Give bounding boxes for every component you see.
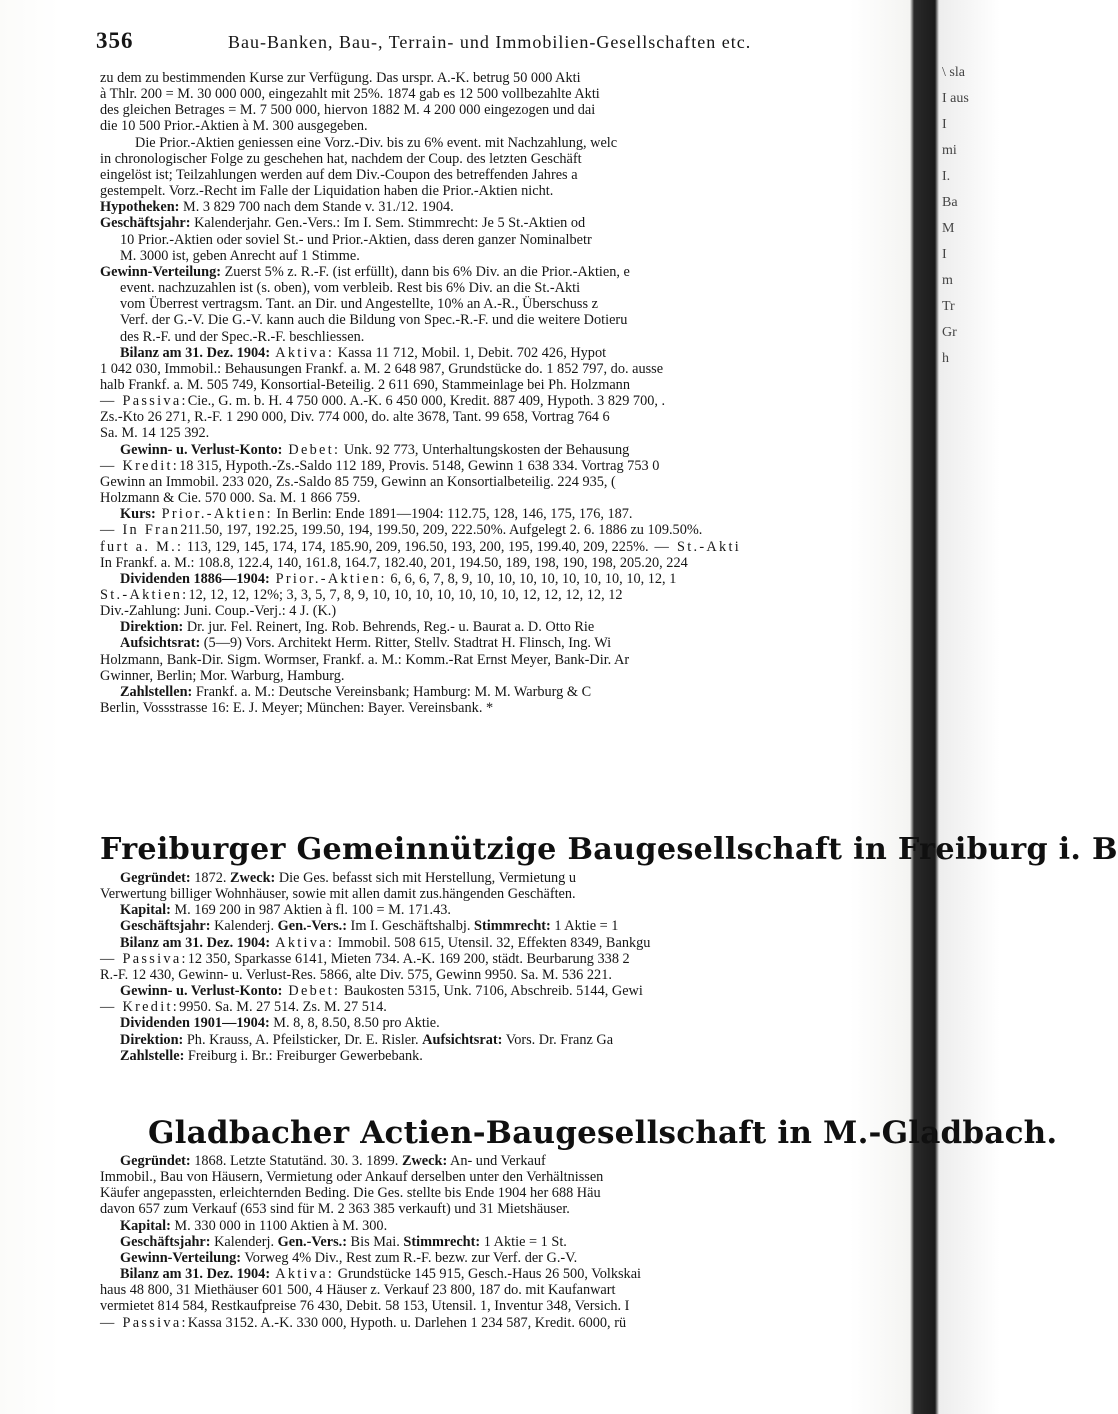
spaced-label: Prior.-Aktien:	[269, 570, 387, 587]
text-run: in chronologischer Folge zu geschehen hat, nachdem der Coup. des letzten Geschäft	[100, 150, 582, 167]
text-line	[100, 280, 905, 296]
text-run: Vortrag 753 0	[577, 457, 660, 474]
field-label: Geschäftsjahr:	[120, 918, 211, 935]
text-line	[100, 118, 905, 134]
text-run: M. 169 200 in 987 Aktien à fl. 100 = M. 171.43.	[170, 902, 451, 919]
spaced-label: — Passiva:	[100, 393, 188, 410]
text-run: Gwinner, Berlin; Mor. Warburg, Hamburg.	[100, 667, 345, 684]
text-run: 10 Prior.-Aktien oder soviel St.- und Prior.-Aktien, dass deren ganzer Nominalbetr	[120, 231, 592, 248]
text-run: event. nachzuzahlen ist (s. oben), vom verbleib. Rest bis 6% Div. an die St.-Akti	[120, 280, 581, 297]
text-run: haus 48 800, 31 Miethäuser 601 500, 4 Häuser z. Verkauf 23 800, 187 do. mit Kaufanwart	[100, 1282, 616, 1299]
text-line	[100, 1201, 905, 1217]
text-run: 1868. Letzte Statutänd. 30. 3. 1899.	[190, 1153, 402, 1169]
page-number: 356	[96, 28, 134, 53]
field-label: Gen.-Vers.:	[277, 1233, 347, 1250]
text-line	[100, 1169, 905, 1185]
text-line	[100, 199, 905, 215]
text-run: Freiburg i. Br.: Freiburger Gewerbebank.	[184, 1047, 423, 1064]
page-header	[96, 28, 896, 58]
text-run: M. 330 000 in 1100 Aktien à M. 300.	[170, 1217, 388, 1234]
text-line	[100, 1266, 905, 1282]
field-label: Gegründet:	[120, 1153, 191, 1169]
spaced-label: Aktiva:	[270, 934, 335, 951]
field-label: Zahlstelle:	[120, 1047, 185, 1064]
text-line	[100, 474, 905, 490]
text-run: Im I. Geschäftshalbj.	[346, 918, 475, 935]
text-run: Kassa 11 712, Mobil. 1, Debit. 702 426, Hypot	[334, 344, 607, 361]
text-line	[100, 1282, 905, 1298]
margin-fragment: I aus	[942, 91, 969, 106]
spaced-label: St.-Aktien:	[100, 587, 189, 603]
field-label: Dividenden 1901—1904:	[120, 1015, 270, 1032]
text-run: Kalenderj.	[210, 1233, 278, 1250]
text-run: Die Ges. befasst sich mit Herstellung, Vermietung u	[275, 870, 576, 886]
text-run: Holzmann & Cie. 570 000. Sa. M. 1 866 759.	[100, 490, 361, 507]
text-run: 9950. Sa. M. 27 514.	[179, 999, 300, 1016]
text-run: gestempelt. Vorz.-Recht im Falle der Liquidation haben die Prior.-Aktien nicht.	[100, 183, 554, 200]
text-line	[100, 1015, 905, 1031]
text-line	[100, 652, 905, 668]
spaced-label: — Passiva:	[100, 950, 188, 967]
text-line	[100, 1298, 905, 1314]
field-label: Geschäftsjahr:	[120, 1233, 211, 1250]
margin-fragment: I	[942, 117, 947, 132]
spaced-label: Aktiva:	[270, 344, 335, 361]
text-line	[100, 425, 905, 441]
text-line	[100, 1250, 905, 1266]
spaced-label: — Kredit:	[100, 457, 180, 474]
field-label: Aufsichtsrat:	[120, 635, 201, 652]
text-run: die 10 500 Prior.-Aktien à M. 300 ausgegeben.	[100, 118, 368, 135]
spaced-label: Prior.-Aktien:	[155, 506, 273, 523]
text-line	[100, 1234, 905, 1250]
text-line	[100, 183, 905, 199]
text-run: 12, 12, 12, 12%;	[188, 587, 283, 603]
margin-fragment: \ sla	[942, 65, 965, 80]
margin-fragment: I	[942, 247, 947, 262]
field-label: Zweck:	[230, 870, 276, 886]
spaced-label: — St.-Akti	[648, 538, 742, 555]
text-line	[100, 539, 905, 555]
text-run: Kassa 3152.	[187, 1314, 258, 1331]
text-run: Sa. M. 14 125 392.	[100, 425, 210, 442]
spaced-label: Debet:	[282, 983, 341, 1000]
text-run: In Frankf. a. M.: 108.8, 122.4, 140, 161.8, 164.7, 182.40, 201, 194.50, 189, 198, 190, 198, 205.20, 224	[100, 554, 688, 571]
text-run: Unk. 92 773, Unterhaltungskosten der Behausung	[340, 441, 630, 458]
margin-fragment: I.	[942, 169, 951, 184]
text-run: Kalenderj.	[210, 918, 278, 935]
margin-fragment: Ba	[942, 195, 958, 210]
text-run: Grundstücke 145 915, Gesch.-Haus 26 500, Volkskai	[334, 1266, 642, 1283]
text-line	[100, 167, 905, 183]
text-run: Vorweg 4% Div., Rest zum R.-F. bezw. zur Verf. der G.-V.	[241, 1249, 578, 1266]
text-run: 113, 129, 145, 174, 174, 185.90, 209, 196.50, 193, 200, 195, 199.40, 209, 225%.	[183, 538, 649, 555]
field-label: Bilanz am 31. Dez. 1904:	[120, 1266, 271, 1283]
text-run: 1872.	[190, 870, 231, 886]
text-line	[100, 668, 905, 684]
field-label: Gewinn-Verteilung:	[100, 263, 221, 280]
text-line	[100, 506, 905, 522]
field-label: Zahlstellen:	[120, 683, 193, 700]
margin-fragment: mi	[942, 143, 957, 158]
text-run: à Thlr. 200 = M. 30 000 000, eingezahlt mit 25%. 1874 gab es 12 500 vollbezahlte Akti	[100, 86, 600, 103]
spaced-label: Debet:	[282, 441, 341, 458]
text-line	[100, 264, 905, 280]
text-line	[100, 361, 905, 377]
text-run: halb Frankf. a. M. 505 749, Konsortial-Beteilig. 2 611 690, Stammeinlage bei Ph. Holzmann	[100, 376, 630, 393]
text-run: M. 3000 ist, geben Anrecht auf 1 Stimme.	[120, 247, 360, 264]
text-line	[100, 870, 905, 886]
field-label: Direktion:	[120, 619, 184, 636]
text-run: davon 657 zum Verkauf (653 sind für M. 2 363 385 verkauft) und 31 Mietshäuser.	[100, 1201, 570, 1218]
text-line	[100, 635, 905, 651]
spaced-label: — In Fran	[100, 522, 181, 539]
text-line	[100, 1032, 905, 1048]
company-heading-freiburger: Freiburger Gemeinnützige Baugesellschaft in Freiburg i. B	[100, 832, 1118, 867]
text-line	[100, 377, 905, 393]
text-run: Baukosten 5315, Unk. 7106, Abschreib. 5144, Gewi	[340, 983, 643, 1000]
text-line	[100, 296, 905, 312]
field-label: Gewinn- u. Verlust-Konto:	[120, 983, 283, 1000]
text-line	[100, 603, 905, 619]
text-run: 1 Aktie = 1 St.	[480, 1233, 567, 1250]
section-frankfurter-continuation	[100, 70, 905, 716]
text-line	[100, 1185, 905, 1201]
section-freiburger-baugesellschaft	[100, 870, 905, 1064]
text-line	[100, 151, 905, 167]
text-line	[100, 587, 905, 603]
field-label: Aufsichtsrat:	[422, 1031, 503, 1048]
margin-fragment: m	[942, 273, 953, 288]
text-line	[100, 619, 905, 635]
text-run: 211.50, 197, 192.25, 199.50, 194, 199.50, 209, 222.50%. Aufgelegt 2. 6. 1886 zu 109.50%.	[180, 522, 703, 539]
text-line	[100, 135, 905, 151]
text-line	[100, 1218, 905, 1234]
text-run: zu dem zu bestimmenden Kurse zur Verfügung. Das urspr. A.-K. betrug 50 000 Akti	[100, 70, 581, 86]
text-run: Zs. M. 27 514.	[299, 999, 387, 1016]
text-line	[100, 951, 905, 967]
text-line	[100, 571, 905, 587]
text-run: 12 350, Sparkasse 6141, Mieten 734.	[187, 950, 400, 967]
field-label: Stimmrecht:	[474, 918, 551, 935]
field-label: Gewinn-Verteilung:	[120, 1249, 241, 1266]
text-run: 3, 3, 5, 7, 8, 9, 10, 10, 10, 10, 10, 10, 10, 12, 12, 12, 12, 12	[282, 587, 623, 603]
margin-fragment: Gr	[942, 325, 957, 340]
text-run: Holzmann, Bank-Dir. Sigm. Wormser, Frankf. a. M.: Komm.-Rat Ernst Meyer, Bank-Dir. Ar	[100, 651, 630, 668]
text-run: M. 3 829 700 nach dem Stande v. 31./12. 1904.	[179, 199, 454, 216]
field-label: Gen.-Vers.:	[277, 918, 347, 935]
text-run: Die Prior.-Aktien geniessen eine Vorz.-Div. bis zu 6% event. mit Nachzahlung, welc	[135, 134, 618, 151]
section-gladbacher-baugesellschaft	[100, 1153, 905, 1331]
text-run: R.-F. 12 430, Gewinn- u. Verlust-Res. 5866, alte Div. 575, Gewinn 9950. Sa. M. 536 221.	[100, 966, 612, 983]
text-run: vermietet 814 584, Restkaufpreise 76 430, Debit. 58 153, Utensil. 1, Inventur 348, Versich. I	[100, 1298, 630, 1315]
spaced-label: — Kredit:	[100, 999, 180, 1016]
field-label: Zweck:	[401, 1153, 448, 1169]
text-run: In Berlin: Ende 1891—1904: 112.75, 128, 146, 175, 176, 187.	[272, 506, 633, 523]
text-line	[100, 999, 905, 1015]
text-line	[100, 345, 905, 361]
spaced-label: — Passiva:	[100, 1314, 188, 1331]
text-line	[100, 490, 905, 506]
text-run: Bis Mai.	[346, 1233, 404, 1250]
margin-fragment: Tr	[942, 299, 955, 314]
text-line	[100, 886, 905, 902]
text-line	[100, 983, 905, 999]
field-label: Gegründet:	[120, 870, 191, 886]
text-run: Cie., G. m. b. H. 4 750 000.	[187, 393, 347, 410]
text-run: Immobil., Bau von Häusern, Vermietung oder Ankauf derselben unter den Verhältnissen	[100, 1169, 604, 1186]
text-line	[100, 935, 905, 951]
text-run: 6, 6, 6, 7, 8, 9, 10, 10, 10, 10, 10, 10, 10, 10, 12, 1	[386, 570, 677, 587]
text-line	[100, 329, 905, 345]
text-run: vom Überrest vertragsm. Tant. an Dir. und Angestellte, 10% an A.-R., Überschuss z	[120, 296, 598, 313]
field-label: Dividenden 1886—1904:	[120, 570, 270, 587]
text-line	[100, 522, 905, 538]
field-label: Bilanz am 31. Dez. 1904:	[120, 344, 271, 361]
text-line	[100, 1315, 905, 1331]
spaced-label: Aktiva:	[270, 1266, 335, 1283]
text-run: A.-K. 330 000, Hypoth. u. Darlehen 1 234 587, Kredit. 6000, rü	[257, 1314, 627, 1331]
text-run: An- und Verkauf	[447, 1153, 546, 1169]
text-line	[100, 70, 905, 86]
text-run: Kalenderjahr. Gen.-Vers.: Im I. Sem. Stimmrecht: Je 5 St.-Aktien od	[190, 215, 586, 232]
text-run: des gleichen Betrages = M. 7 500 000, hiervon 1882 M. 4 200 000 eingezogen und dai	[100, 102, 596, 119]
text-run: 18 315, Hypoth.-Zs.-Saldo 112 189, Provis. 5148, Gewinn 1 638 334.	[179, 457, 578, 474]
field-label: Bilanz am 31. Dez. 1904:	[120, 934, 271, 951]
field-label: Gewinn- u. Verlust-Konto:	[120, 441, 283, 458]
text-line	[100, 1153, 905, 1169]
text-line	[100, 555, 905, 571]
text-line	[100, 684, 905, 700]
field-label: Kurs:	[120, 506, 156, 523]
text-run: des R.-F. und der Spec.-R.-F. beschliessen.	[120, 328, 365, 345]
field-label: Kapital:	[120, 1217, 171, 1234]
adjacent-page-margin	[942, 60, 1000, 366]
text-run: Vors. Dr. Franz Ga	[502, 1031, 614, 1048]
text-run: Ph. Krauss, A. Pfeilsticker, Dr. E. Risler.	[183, 1031, 423, 1048]
field-label: Geschäftsjahr:	[100, 215, 191, 232]
spaced-label: furt a. M.:	[100, 538, 184, 555]
text-run: Berlin, Vossstrasse 16: E. J. Meyer; München: Bayer. Vereinsbank. *	[100, 700, 494, 717]
running-head: Bau-Banken, Bau-, Terrain- und Immobilien-Gesellschaften etc.	[228, 32, 752, 52]
field-label: Kapital:	[120, 902, 171, 919]
text-run: 1 Aktie = 1	[550, 918, 619, 935]
text-run: Frankf. a. M.: Deutsche Vereinsbank; Hamburg: M. M. Warburg & C	[192, 683, 592, 700]
company-heading-gladbacher: Gladbacher Actien-Baugesellschaft in M.-Gladbach.	[148, 1115, 1058, 1151]
text-line	[100, 458, 905, 474]
text-run: Käufer angepassten, erleichternden Beding. Die Ges. stellte bis Ende 1904 her 688 Häu	[100, 1185, 601, 1202]
text-run: Verwertung billiger Wohnhäuser, sowie mit allen damit zus.hängenden Geschäften.	[100, 886, 576, 903]
text-run: Gewinn an Immobil. 233 020, Zs.-Saldo 85 759, Gewinn an Konsortialbeteilig. 224 935, (	[100, 473, 616, 490]
field-label: Hypotheken:	[100, 199, 180, 216]
text-line	[100, 700, 905, 716]
margin-fragment: M	[942, 221, 955, 236]
text-run: A.-K. 6 450 000, Kredit. 887 409, Hypoth. 3 829 700, .	[346, 393, 666, 410]
text-line	[100, 86, 905, 102]
text-line	[100, 393, 905, 409]
text-line	[100, 232, 905, 248]
text-line	[100, 1048, 905, 1064]
field-label: Direktion:	[120, 1031, 184, 1048]
text-line	[100, 312, 905, 328]
text-line	[100, 967, 905, 983]
text-line	[100, 442, 905, 458]
text-run: (5—9) Vors. Architekt Herm. Ritter, Stellv. Stadtrat H. Flinsch, Ing. Wi	[200, 635, 612, 652]
text-run: Immobil. 508 615, Utensil. 32, Effekten 8349, Bankgu	[334, 934, 651, 951]
text-run: Div.-Zahlung: Juni. Coup.-Verj.: 4 J. (K.)	[100, 603, 337, 620]
text-run: A.-K. 169 200, städt. Beurbarung 338 2	[399, 950, 630, 967]
text-run: eingelöst ist; Teilzahlungen werden auf dem Div.-Coupon des betreffenden Jahres a	[100, 166, 578, 183]
text-line	[100, 248, 905, 264]
text-line	[100, 902, 905, 918]
text-line	[100, 102, 905, 118]
text-run: Zs.-Kto 26 271, R.-F. 1 290 000, Div. 774 000, do. alte 3678, Tant. 99 658, Vortrag 764 6	[100, 409, 610, 426]
margin-fragment: h	[942, 351, 949, 366]
text-run: Verf. der G.-V. Die G.-V. kann auch die Bildung von Spec.-R.-F. und die weitere Dotieru	[120, 312, 628, 329]
text-run: Dr. jur. Fel. Reinert, Ing. Rob. Behrends, Reg.- u. Baurat a. D. Otto Rie	[183, 619, 595, 636]
text-run: M. 8, 8, 8.50, 8.50 pro Aktie.	[269, 1015, 440, 1032]
text-line	[100, 918, 905, 934]
text-run: Zuerst 5% z. R.-F. (ist erfüllt), dann bis 6% Div. an die Prior.-Aktien, e	[221, 263, 630, 280]
text-run: 1 042 030, Immobil.: Behausungen Frankf. a. M. 2 648 987, Grundstücke do. 1 852 797, do. ausse	[100, 360, 664, 377]
text-line	[100, 215, 905, 231]
field-label: Stimmrecht:	[403, 1233, 481, 1250]
text-line	[100, 409, 905, 425]
